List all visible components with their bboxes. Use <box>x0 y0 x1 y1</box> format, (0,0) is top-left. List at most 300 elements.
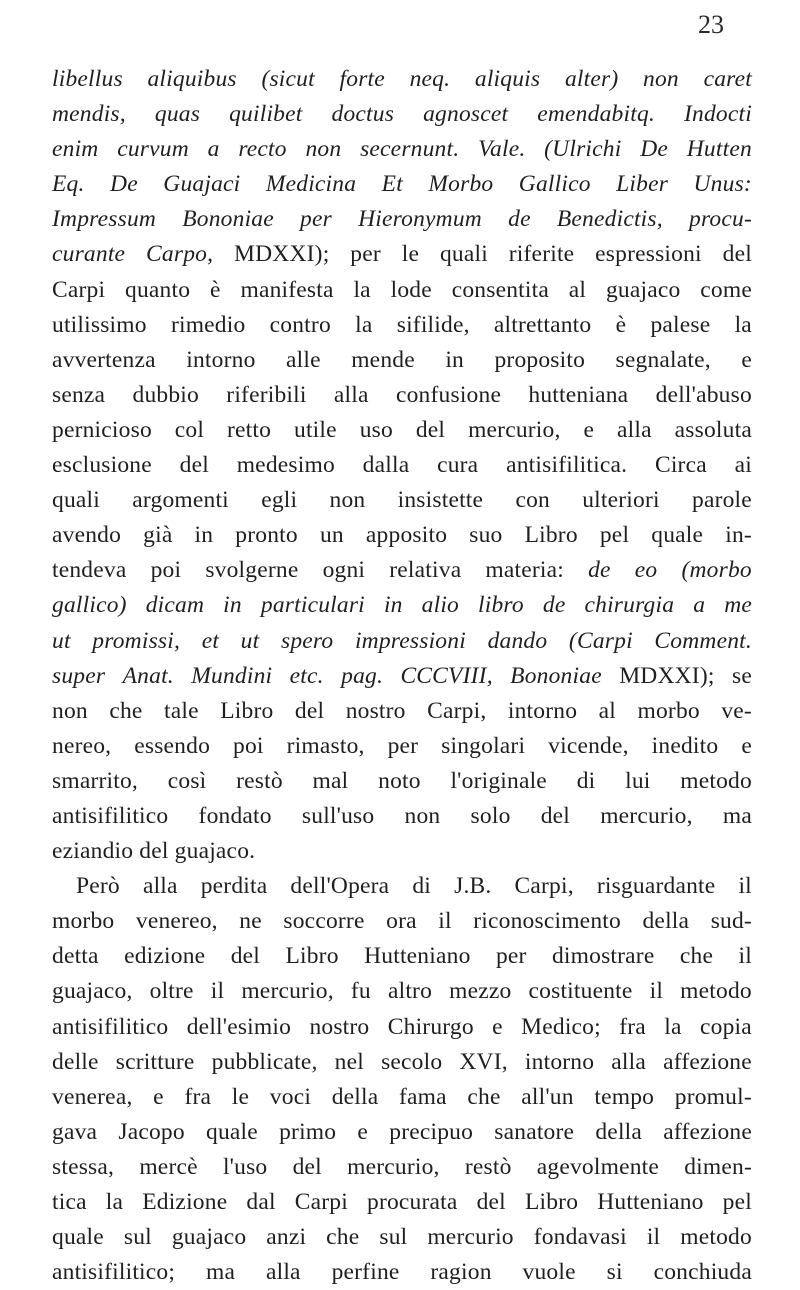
text-line <box>52 1045 752 1080</box>
word: per <box>350 241 381 268</box>
word: quilibet <box>229 101 303 128</box>
word: in <box>445 346 464 373</box>
word: le <box>401 241 420 268</box>
text-line <box>52 1150 752 1185</box>
word: etc. <box>289 662 324 689</box>
page-number: 23 <box>698 10 724 39</box>
text-line <box>52 904 752 939</box>
word: Benedictis, <box>556 206 663 233</box>
word: insistette <box>397 487 484 514</box>
word: avendo <box>52 522 122 549</box>
word: del <box>540 802 571 829</box>
word: tendeva <box>52 557 127 584</box>
word: inedito <box>651 732 719 759</box>
word: dando <box>487 627 548 654</box>
text-line <box>52 1115 752 1150</box>
word: del <box>294 697 325 724</box>
text-line <box>52 624 752 659</box>
word: perdita <box>200 873 268 900</box>
word: smarrito, <box>52 767 138 794</box>
word: MDXXI); <box>619 662 715 689</box>
word: fra <box>184 1083 212 1110</box>
word: procurata <box>367 1189 458 1215</box>
word: sanatore <box>494 1118 575 1145</box>
word: fondavasi <box>533 1224 627 1251</box>
word: Carpi, <box>427 697 487 724</box>
word: costituente <box>528 978 633 1005</box>
word: riferibili <box>226 381 307 408</box>
word: intorno <box>507 697 578 724</box>
word: antisifilitico; <box>52 1259 176 1286</box>
word: impressioni <box>354 627 466 654</box>
word: palese <box>650 311 711 338</box>
text-line <box>52 553 752 588</box>
word: alla <box>333 381 369 408</box>
word: quanto <box>125 276 191 303</box>
word: pronto <box>235 522 298 549</box>
word: anzi <box>266 1224 307 1251</box>
word: mercurio, <box>347 1153 440 1180</box>
word: hutteniana <box>528 381 629 408</box>
word: secernunt. <box>360 136 460 163</box>
word: Libro <box>524 1189 579 1215</box>
word: rimedio <box>170 311 246 338</box>
word: solo <box>470 802 511 829</box>
word: enim <box>52 136 99 163</box>
word: alle <box>286 346 321 373</box>
word: antisifilitico <box>52 802 169 829</box>
word: De <box>110 171 138 198</box>
word: mende <box>351 346 415 373</box>
word: e <box>741 732 752 759</box>
word: alla <box>265 1259 301 1286</box>
word: restò <box>464 1153 512 1180</box>
word: sifilide, <box>396 311 470 338</box>
word: Hutteniano <box>364 943 471 970</box>
word: dell'esimio <box>186 1013 292 1040</box>
word: dal <box>246 1189 276 1215</box>
word: de <box>542 592 566 619</box>
word: edizione <box>124 943 206 970</box>
word: è <box>615 311 627 338</box>
word: per <box>300 206 332 233</box>
word: emendabitq. <box>537 101 655 128</box>
text-line <box>52 1080 752 1115</box>
word: cura <box>437 452 479 479</box>
word: fondato <box>198 802 272 829</box>
word: manifesta <box>240 276 334 303</box>
text-line <box>52 308 752 343</box>
text-line <box>52 1220 752 1255</box>
word: recto <box>238 136 287 163</box>
word: ora <box>386 908 417 935</box>
word: consentita <box>451 276 549 303</box>
word: quali <box>52 487 100 514</box>
word: del <box>415 416 446 443</box>
word: alla <box>142 873 178 900</box>
word: guajaco. <box>174 838 256 865</box>
word: avvertenza <box>52 346 156 373</box>
word: sul <box>379 1224 408 1251</box>
word: pubblicate, <box>211 1048 318 1075</box>
word: particulari <box>260 592 365 619</box>
word: perfine <box>331 1259 400 1286</box>
word: spero <box>280 627 334 654</box>
word: assoluta <box>674 416 752 443</box>
word: Medicina <box>265 171 357 198</box>
word: Carpi <box>294 1189 348 1215</box>
word: gallico) <box>52 592 127 619</box>
word: e <box>153 1083 164 1110</box>
word: quale <box>206 1118 258 1145</box>
word: me <box>724 592 752 619</box>
word: riconoscimento <box>473 908 621 935</box>
word: alio <box>421 592 459 619</box>
word: ogni <box>322 557 366 584</box>
word: il <box>738 873 752 900</box>
word: agevolmente <box>536 1153 660 1180</box>
text-line <box>52 1010 752 1045</box>
word: il <box>210 978 225 1005</box>
word: dimostrare <box>551 943 655 970</box>
word: del <box>230 943 261 970</box>
text-line <box>52 518 752 553</box>
word: Circa <box>654 452 707 479</box>
word: Indocti <box>683 101 752 128</box>
word: agnoscet <box>423 101 509 128</box>
word: Eq. <box>52 171 85 198</box>
word: Guajaci <box>163 171 241 198</box>
word: e <box>583 416 595 443</box>
word: proposito <box>494 346 586 373</box>
word: in <box>383 592 403 619</box>
word: rimasto, <box>286 732 365 759</box>
word: non <box>52 697 88 724</box>
word: Bononiae <box>182 206 274 233</box>
word: mal <box>312 767 349 794</box>
word: un <box>319 522 344 549</box>
word: ai <box>734 452 752 479</box>
word: svolgerne <box>205 557 299 584</box>
word: pernicioso <box>52 416 152 443</box>
word: antisifilitica. <box>506 452 628 479</box>
text-line <box>52 834 752 869</box>
body-text <box>52 62 752 1290</box>
word: non <box>329 487 366 514</box>
word: Carpi, <box>514 873 574 900</box>
text-line <box>52 378 752 413</box>
word: sud- <box>710 908 752 935</box>
word: senza <box>52 381 106 408</box>
word: restò <box>236 767 283 794</box>
word: quale <box>651 522 704 549</box>
word: in- <box>725 522 752 549</box>
word: non <box>643 66 679 92</box>
word: Mundini <box>191 662 273 689</box>
word: et <box>201 627 220 654</box>
word: aliquis <box>474 66 541 92</box>
word: Liber <box>616 171 669 198</box>
word: dimen- <box>684 1153 752 1180</box>
text-line <box>52 62 752 97</box>
word: dell'abuso <box>655 381 752 408</box>
word: scritture <box>115 1048 195 1075</box>
word: affezione <box>663 1118 752 1145</box>
word: di <box>576 767 596 794</box>
word: con <box>515 487 550 514</box>
word: utilissimo <box>52 311 147 338</box>
word: risguardante <box>596 873 716 900</box>
word: doctus <box>331 101 395 128</box>
word: alla <box>617 416 652 443</box>
word: materia: <box>485 557 565 584</box>
text-line <box>52 413 752 448</box>
word: la <box>355 311 373 338</box>
word: ne <box>239 908 262 935</box>
word: della <box>595 1118 643 1145</box>
word: promul- <box>674 1083 752 1110</box>
word: lode <box>390 276 432 303</box>
word: ut <box>52 627 71 654</box>
word: mercurio <box>427 1224 514 1251</box>
word: poi <box>150 557 182 584</box>
word: utile <box>294 416 337 443</box>
word: nereo, <box>52 732 112 759</box>
word: già <box>143 522 173 549</box>
word: in <box>223 592 242 619</box>
text-line <box>52 483 752 518</box>
word: le <box>231 1083 250 1110</box>
word: tica <box>52 1189 87 1215</box>
word: essendo <box>134 732 211 759</box>
word: guajaco <box>605 276 681 303</box>
word: parole <box>692 487 752 514</box>
text-line <box>52 1185 752 1220</box>
word: gava <box>52 1118 98 1145</box>
word: del <box>292 1153 322 1180</box>
word: mendis, <box>52 101 126 128</box>
word: del <box>179 452 209 479</box>
word: primo <box>279 1118 337 1145</box>
word: De <box>640 136 668 163</box>
word: per <box>495 943 527 970</box>
word: vicende, <box>548 732 629 759</box>
word: venereo, <box>135 908 218 935</box>
word: il <box>738 943 752 970</box>
word: mercurio, <box>468 416 561 443</box>
word: quas <box>154 101 201 128</box>
text-line <box>52 694 752 729</box>
word: J.B. <box>454 873 492 900</box>
word: detta <box>52 943 99 970</box>
text-line <box>52 729 752 764</box>
word: curante <box>52 241 126 268</box>
word: della <box>642 908 690 935</box>
word: dalla <box>362 452 410 479</box>
word: medesimo <box>236 452 335 479</box>
word: soccorre <box>283 908 365 935</box>
text-line <box>52 97 752 132</box>
word: dell'Opera <box>290 873 390 900</box>
word: sul <box>123 1224 152 1251</box>
word: dicam <box>145 592 205 619</box>
word: promissi, <box>92 627 181 654</box>
word: suo <box>469 522 503 549</box>
word: neq. <box>409 66 451 92</box>
word: voci <box>269 1083 312 1110</box>
word: fra <box>619 1013 646 1040</box>
text-line <box>52 237 752 272</box>
word: Chirurgo <box>387 1013 474 1040</box>
word: super <box>52 662 106 689</box>
word: che <box>326 1224 360 1251</box>
word: uso <box>359 416 393 443</box>
word: (Carpi <box>568 627 633 654</box>
word: nostro <box>309 1013 370 1040</box>
word: ma <box>205 1259 236 1286</box>
word: mercè <box>139 1153 198 1180</box>
text-line <box>52 167 752 202</box>
word: Libro <box>285 943 339 970</box>
word: del <box>139 838 169 865</box>
word: Anat. <box>122 662 174 689</box>
word: è <box>210 276 221 303</box>
word: de <box>508 206 531 233</box>
word: delle <box>52 1048 99 1075</box>
word: il <box>646 1224 661 1251</box>
word: riferite <box>508 241 575 268</box>
word: Unus: <box>693 171 752 198</box>
word: col <box>174 416 205 443</box>
word: Gallico <box>518 171 591 198</box>
text-line <box>52 659 752 694</box>
word: Però <box>76 873 120 900</box>
word: e <box>492 1013 503 1040</box>
word: guajaco, <box>52 978 133 1005</box>
word: Bononiae <box>510 662 602 689</box>
word: copia <box>700 1013 752 1040</box>
word: ve- <box>721 697 752 724</box>
word: caret <box>703 66 752 92</box>
text-line <box>52 869 752 904</box>
text-line <box>52 343 752 378</box>
word: nel <box>334 1048 364 1075</box>
word: il <box>649 978 664 1005</box>
text-line <box>52 273 752 308</box>
word: CCCVIII, <box>400 662 493 689</box>
word: ulteriori <box>582 487 660 514</box>
word: metodo <box>680 1224 752 1251</box>
word: alla <box>611 1048 647 1075</box>
word: stessa, <box>52 1153 115 1180</box>
word: Libro <box>220 697 274 724</box>
word: e <box>357 1118 369 1145</box>
word: altrettanto <box>493 311 592 338</box>
text-line <box>52 448 752 483</box>
word: altro <box>387 978 433 1005</box>
word: la <box>105 1189 124 1215</box>
word: egli <box>261 487 298 514</box>
word: espressioni <box>595 241 702 268</box>
word: sull'uso <box>301 802 375 829</box>
word: si <box>606 1259 623 1286</box>
word: di <box>412 873 432 900</box>
word: così <box>167 767 207 794</box>
word: Comment. <box>654 627 752 654</box>
word: ragion <box>430 1259 492 1286</box>
word: oltre <box>149 978 194 1005</box>
word: a <box>693 592 706 619</box>
word: Carpi <box>52 276 106 303</box>
word: Impressum <box>52 206 157 233</box>
word: esclusione <box>52 452 152 479</box>
word: mercurio, <box>600 802 693 829</box>
word: la <box>734 311 752 338</box>
word: Edizione <box>142 1189 228 1215</box>
word: non <box>305 136 342 163</box>
word: Hutten <box>686 136 752 163</box>
word: XVI, <box>459 1048 508 1075</box>
word: metodo <box>680 767 752 794</box>
word: per <box>387 732 419 759</box>
word: vuole <box>522 1259 576 1286</box>
word: come <box>700 276 752 303</box>
word: metodo <box>680 978 752 1005</box>
word: Morbo <box>428 171 494 198</box>
word: ma <box>722 802 752 829</box>
word: Jacopo <box>118 1118 185 1145</box>
word: argomenti <box>132 487 229 514</box>
word: tale <box>164 697 199 724</box>
word: l'originale <box>450 767 547 794</box>
word: MDXXI); <box>234 241 330 268</box>
word: chirurgia <box>584 592 675 619</box>
word: venerea, <box>52 1083 133 1110</box>
word: contro <box>269 311 331 338</box>
word: libro <box>478 592 524 619</box>
text-line <box>52 799 752 834</box>
word: Hutteniano <box>597 1189 704 1215</box>
word: Libro <box>524 522 578 549</box>
word: retto <box>227 416 272 443</box>
word: al <box>598 697 617 724</box>
word: fu <box>350 978 371 1005</box>
text-line <box>52 588 752 623</box>
word: libellus <box>52 66 123 92</box>
word: (sicut <box>261 66 315 92</box>
word: il <box>438 908 452 935</box>
word: guajaco <box>171 1224 247 1251</box>
word: affezione <box>663 1048 752 1075</box>
word: noto <box>378 767 421 794</box>
word: conchiuda <box>653 1259 752 1286</box>
word: intorno <box>186 346 256 373</box>
word: aliquibus <box>147 66 237 92</box>
word: morbo <box>637 697 700 724</box>
word: che <box>467 1083 501 1110</box>
word: mercurio, <box>241 978 334 1005</box>
word: intorno <box>524 1048 595 1075</box>
word: Medico; <box>521 1013 601 1040</box>
text-line <box>52 764 752 799</box>
word: poi <box>233 732 264 759</box>
word: l'uso <box>222 1153 268 1180</box>
text-line <box>52 939 752 974</box>
text-line <box>52 202 752 237</box>
word: del <box>722 241 752 268</box>
word: alter) <box>564 66 619 92</box>
word: e <box>741 346 752 373</box>
